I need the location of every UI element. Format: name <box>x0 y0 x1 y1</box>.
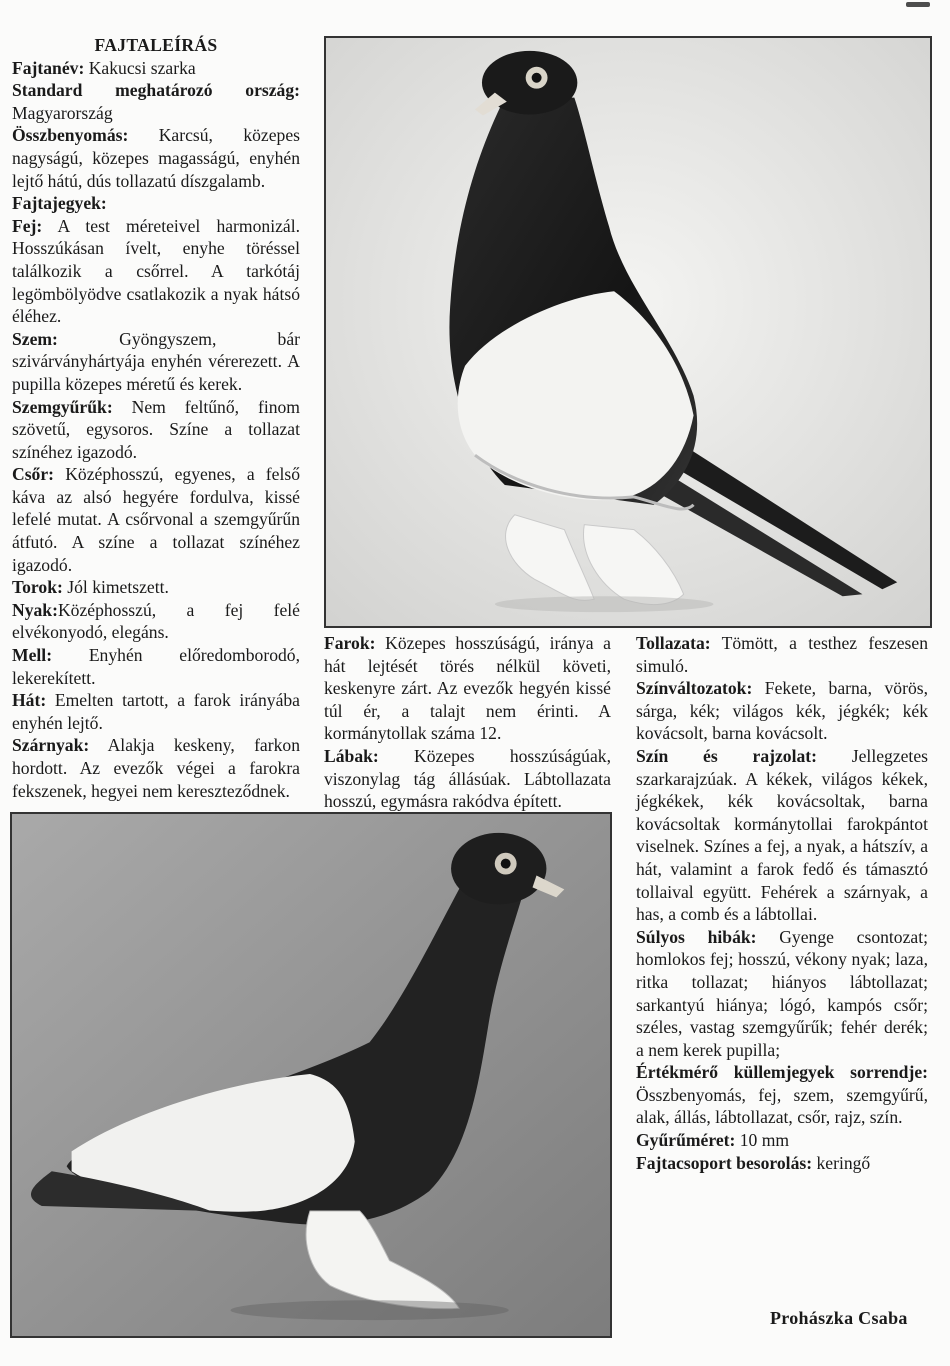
description-entry <box>12 599 300 644</box>
description-entry <box>12 396 300 464</box>
description-entry <box>636 1152 928 1175</box>
author-name: Prohászka Csaba <box>770 1308 908 1328</box>
standing-pigeon-photo <box>324 36 932 628</box>
entry-label: Szárnyak: <box>12 735 90 756</box>
entry-label: Standard meghatározó ország: <box>12 80 300 101</box>
entry-label: Összbenyomás: <box>12 125 129 146</box>
entry-label: Nyak: <box>12 599 58 620</box>
entry-label: Torok: <box>12 577 63 598</box>
description-entry <box>12 689 300 734</box>
entry-label: Fej: <box>12 215 43 236</box>
entry-label: Szín és rajzolat: <box>636 745 817 766</box>
entry-text: 10 mm <box>735 1130 790 1151</box>
entry-text: A test méreteivel harmonizál. Hosszúkásan ívelt, enyhe töréssel találkozik a csőrrel. A tarkótáj legömbölyödve csatlakozik a nyak hátsó éléhez. <box>12 215 300 327</box>
entry-text: Alakja keskeny, farkon hordott. Az evezők végei a farokra fekszenek, hegyei nem kereszteződnek. <box>12 735 300 801</box>
left-column <box>12 34 300 802</box>
entry-text: Gyöngyszem, bár szivárványhártyája enyhén vérerezett. A pupilla közepes méretű és kerek. <box>12 328 300 394</box>
entry-text: Középhosszú, egyenes, a felső káva az alsó hegyére fordulva, kissé lefelé mutat. A csőrvonal a szemgyűrűn átfutó. A színe a tollazat színéhez igazodó. <box>12 464 300 575</box>
description-entry <box>12 124 300 192</box>
entry-label: Szemgyűrűk: <box>12 396 113 417</box>
entry-text: Fekete, barna, vörös, sárga, kék; világos kék, jégkék; kék kovácsolt, barna kovácsolt. <box>636 678 928 744</box>
entry-label: Fajtacsoport besorolás: <box>636 1152 813 1173</box>
entry-text: Karcsú, közepes nagyságú, közepes magasságú, enyhén lejtő hátú, dús tollazatú díszgalamb. <box>12 125 300 191</box>
middle-column <box>324 632 611 813</box>
description-entry <box>12 463 300 576</box>
entry-label: Súlyos hibák: <box>636 926 757 947</box>
entry-label: Tollazata: <box>636 633 711 653</box>
description-entry <box>12 576 300 599</box>
description-entry <box>636 1061 928 1129</box>
side-view-pigeon-photo <box>10 812 612 1338</box>
entry-text: Enyhén előredomborodó, lekerekített. <box>12 645 300 688</box>
entry-text: Jellegzetes szarkarajzúak. A kékek, világos kékek, jégkékek, kék kovácsoltak, barna kovácsoltak kormánytollai farokpántot viselnek. Színes a fej, a nyak, a hátszív, a hát, valamint a farok fedő és támasztó tollaival együtt. Fehérek a szárnyak, a has, a comb és a lábtollai. <box>636 745 928 925</box>
description-entry <box>636 1129 928 1152</box>
description-entry <box>12 328 300 396</box>
description-entry <box>636 745 928 926</box>
description-entry <box>12 192 300 215</box>
entry-label: Lábak: <box>324 745 379 766</box>
entry-label: Csőr: <box>12 464 55 485</box>
description-entry <box>12 215 300 328</box>
entry-text: Középhosszú, a fej felé elvékonyodó, elegáns. <box>12 599 300 643</box>
description-entry <box>636 926 928 1062</box>
description-entry <box>12 644 300 689</box>
description-entry <box>12 79 300 124</box>
description-entry <box>636 632 928 677</box>
entry-text: keringő <box>812 1152 871 1173</box>
entry-text: Tömött, a testhez feszesen simuló. <box>636 633 928 676</box>
entry-text: Kakucsi szarka <box>84 57 196 78</box>
page-title: FAJTALEÍRÁS <box>94 35 218 55</box>
entry-label: Színváltozatok: <box>636 678 753 699</box>
right-column <box>636 632 928 1174</box>
description-entry <box>12 57 300 80</box>
entry-label: Fajtanév: <box>12 57 85 78</box>
description-entry <box>324 745 611 813</box>
entry-text: Gyenge csontozat; homlokos fej; hosszú, vékony nyak; laza, ritka tollazat; hiányos lábtollazat; sarkantyú hiánya; lógó, kampós csőr; széles, vastag szemgyűrűk; fehér derék; a nem kerek pupilla; <box>636 926 928 1060</box>
entry-text: Közepes hosszúságú, iránya a hát lejtését törés nélkül követi, keskenyre zárt. Az evezők hegyén kissé túl ér, a talajt nem érinti. A kormánytollak száma 12. <box>324 633 611 744</box>
entry-label: Farok: <box>324 633 376 653</box>
entry-text: Jól kimetszett. <box>62 577 169 598</box>
description-entry <box>324 632 611 745</box>
entry-label: Értékmérő küllemjegyek sorrendje: <box>636 1062 928 1083</box>
entry-label: Fajtajegyek: <box>12 193 107 214</box>
description-entry <box>636 677 928 745</box>
description-entry <box>12 734 300 802</box>
entry-text: Közepes hosszúságúak, viszonylag tág állásúak. Lábtollazata hosszú, egymásra rakódva épített. <box>324 745 611 812</box>
entry-text: Nem feltűnő, finom szövetű, egysoros. Színe a tollazat színéhez igazodó. <box>12 396 300 462</box>
entry-text: Magyarország <box>12 102 113 123</box>
entry-label: Mell: <box>12 645 53 666</box>
page-mark <box>906 2 930 7</box>
entry-label: Hát: <box>12 690 47 711</box>
entry-label: Gyűrűméret: <box>636 1130 736 1151</box>
entry-text: Emelten tartott, a farok irányába enyhén lejtő. <box>12 690 300 733</box>
entry-text: Összbenyomás, fej, szem, szemgyűrű, alak, állás, lábtollazat, csőr, rajz, szín. <box>636 1084 928 1128</box>
entry-label: Szem: <box>12 328 58 349</box>
